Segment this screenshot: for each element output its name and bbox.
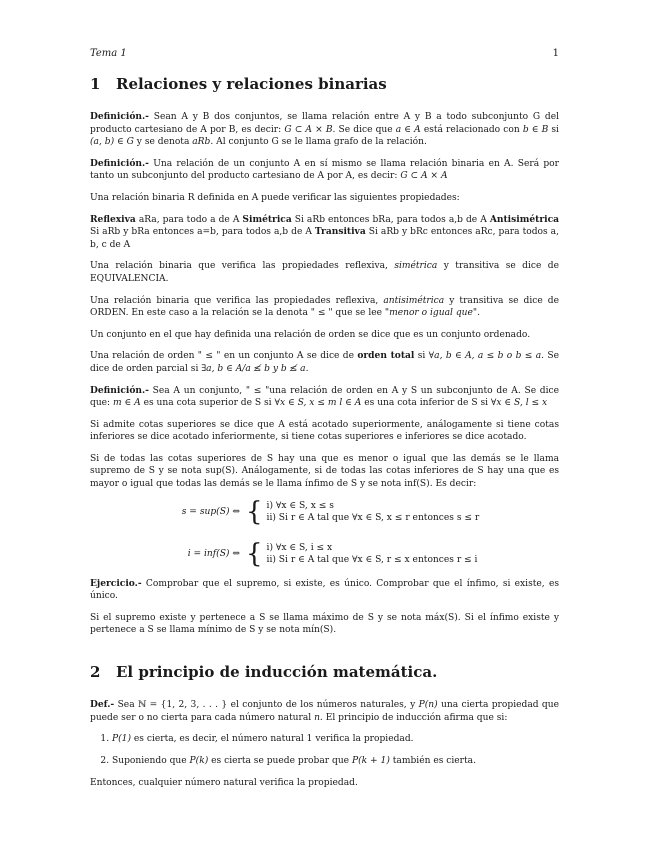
brace-icon: { xyxy=(246,496,263,527)
exercise-label: Ejercicio.- xyxy=(90,577,142,589)
text: . Al conjunto G se le llama grafo de la relación. xyxy=(210,137,427,148)
math: P(k) xyxy=(189,755,209,766)
total-order-paragraph xyxy=(90,350,559,375)
page-number: 1 xyxy=(552,48,559,59)
emphasis: antisimétrica xyxy=(383,295,445,306)
property-label: Reflexiva xyxy=(90,213,136,225)
property-label: Transitiva xyxy=(314,226,366,238)
text: Si aRb entonces bRa, para todos a,b de A xyxy=(291,214,490,225)
text: una cierta propiedad que puede ser o no cierta para cada número natural xyxy=(90,700,559,723)
induction-conclusion: Entonces, cualquier número natural verifica la propiedad. xyxy=(90,778,358,789)
text: Una relación binaria que verifica las propiedades reflexiva, xyxy=(90,295,384,306)
order-paragraph xyxy=(90,295,559,320)
case-line: i) ∀x ∈ S, i ≤ x xyxy=(266,542,333,553)
text: . xyxy=(305,363,309,374)
section-number: 1 xyxy=(90,75,101,93)
equivalence-paragraph xyxy=(90,260,559,285)
list-item xyxy=(112,755,559,768)
section-2-heading xyxy=(90,663,559,681)
math: aRb xyxy=(192,137,211,148)
definition-relation xyxy=(90,111,559,149)
induction-definition xyxy=(90,699,559,724)
text: y transitiva se dice de ORDEN. En este caso a la relación se la denota " ≤ " que se lee " xyxy=(90,295,559,319)
math: m ∈ A xyxy=(113,398,141,409)
case-line: ii) Si r ∈ A tal que ∀x ∈ S, x ≤ r entonces s ≤ r xyxy=(266,512,480,523)
text: . El principio de inducción afirma que si: xyxy=(319,712,508,723)
running-header xyxy=(90,48,559,59)
definition-label: Definición.- xyxy=(90,111,149,122)
formula-cases xyxy=(267,500,480,524)
supremum-formula xyxy=(170,496,559,527)
text: Sea A un conjunto, " ≤ "una relación de orden en A y S un subconjunto de A. Se dice que: xyxy=(90,385,559,409)
emphasis: simétrica xyxy=(394,261,438,272)
text: Una relación binaria que verifica las propiedades reflexiva, xyxy=(90,261,395,272)
text: si xyxy=(548,124,559,135)
max-min-paragraph: Si el supremo existe y pertenece a S se llama máximo de S y se nota máx(S). Si el ínfimo existe y pertenece a S se llama mínimo de S y se nota mín(S). xyxy=(90,612,559,636)
section-title: Relaciones y relaciones binarias xyxy=(116,75,387,93)
properties-intro: Una relación binaria R definida en A puede verificar las siguientes propiedades: xyxy=(90,192,460,203)
definition-label: Definición.- xyxy=(90,157,149,169)
text: Si aRb y bRa entonces a=b, para todos a,b de A xyxy=(90,227,315,238)
text: ". xyxy=(472,308,480,319)
definition-label: Def.- xyxy=(90,699,115,711)
text: Sea ℕ = {1, 2, 3, . . . } el conjunto de los números naturales, y xyxy=(114,700,419,711)
text: es una cota inferior de S si xyxy=(361,398,491,409)
math: ∃a, b ∈ A/a ≰ b y b ≰ a xyxy=(201,363,306,374)
text: Si aRb y bRc entonces aRc, para todos a, b, c de A xyxy=(90,227,559,250)
text: aRa, para todo a de A xyxy=(135,214,243,225)
exercise-paragraph xyxy=(90,578,559,603)
math: ∀x ∈ S, x ≤ m xyxy=(274,398,337,409)
formula-lhs: i = inf(S) ⇔ xyxy=(187,548,240,559)
math: l ∈ A xyxy=(339,398,362,409)
definition-bounds xyxy=(90,385,559,410)
math: G ⊂ A × A xyxy=(400,171,448,182)
header-chapter: Tema 1 xyxy=(90,48,127,59)
math: (a, b) ∈ G xyxy=(90,137,134,148)
definition-binary-relation xyxy=(90,158,559,183)
text: si xyxy=(414,351,429,362)
infimum-formula xyxy=(170,538,559,569)
supremum-paragraph: Si de todas las cotas superiores de S hay una que es menor o igual que las demás se le llama supremo de S y se nota sup(S). Análogamente, si de todas las cotas inferiores de S hay una que es mayor o igual que todas las demás se le llama ínfimo de S y se nota inf(S). Es decir: xyxy=(90,453,559,490)
text: Suponiendo que xyxy=(112,755,190,766)
math: P(1) xyxy=(112,734,132,745)
ordered-set-paragraph: Un conjunto en el que hay definida una relación de orden se dice que es un conjunto ordenado. xyxy=(90,329,531,340)
math: n xyxy=(314,712,320,723)
text: también es cierta. xyxy=(389,755,476,766)
section-number: 2 xyxy=(90,663,101,682)
case-line: ii) Si r ∈ A tal que ∀x ∈ S, r ≤ x entonces r ≤ i xyxy=(266,554,478,565)
property-label: Simétrica xyxy=(242,213,292,225)
formula-cases xyxy=(267,542,478,566)
math: b ∈ B xyxy=(522,124,549,135)
text: Sean A y B dos conjuntos, se llama relación entre A y B a todo subconjunto G del producto cartesiano de A por B, es decir: xyxy=(90,112,559,135)
text: Una relación de un conjunto A en sí mismo se llama relación binaria en A. Será por tanto un subconjunto del producto cartesiano de A por A, es decir: xyxy=(90,158,559,182)
math: G ⊂ A × B xyxy=(284,124,333,135)
text: y se denota xyxy=(133,137,193,148)
text: Una relación de orden " ≤ " en un conjunto A se dice de xyxy=(90,351,358,362)
case-line: i) ∀x ∈ S, x ≤ s xyxy=(266,500,334,511)
emphasis: menor o igual que xyxy=(389,308,473,319)
math: P(n) xyxy=(418,700,438,711)
math: ∀x ∈ S, l ≤ x xyxy=(490,398,548,409)
section-1-heading xyxy=(90,75,559,93)
text: es una cota superior de S si xyxy=(140,398,275,409)
text: . Se dice de orden parcial si xyxy=(90,351,560,374)
math: ∀a, b ∈ A, a ≤ b o b ≤ a xyxy=(428,351,542,362)
text: y transitiva se dice de EQUIVALENCIA. xyxy=(90,261,559,284)
text: Comprobar que el supremo, si existe, es único. Comprobar que el ínfimo, si existe, es único. xyxy=(90,578,559,602)
bold-term: orden total xyxy=(357,350,415,362)
property-label: Antisimétrica xyxy=(489,213,559,225)
text: es cierta, es decir, el número natural 1 verifica la propiedad. xyxy=(131,734,414,745)
section-title: El principio de inducción matemática. xyxy=(116,663,438,682)
brace-icon: { xyxy=(246,538,263,569)
list-item xyxy=(112,733,559,746)
math: P(k + 1) xyxy=(351,755,390,766)
text: es cierta se puede probar que xyxy=(208,755,352,766)
properties-list xyxy=(90,214,559,252)
formula-lhs: s = sup(S) ⇔ xyxy=(181,506,240,517)
math: a ∈ A xyxy=(395,124,421,135)
text: está relacionado con xyxy=(420,124,523,135)
definition-label: Definición.- xyxy=(90,384,149,396)
bounded-paragraph: Si admite cotas superiores se dice que A está acotado superiormente, análogamente si tiene cotas inferiores se dice acotado inferiormente, si tiene cotas superiores e inferiores se dice acotado. xyxy=(90,419,559,443)
induction-steps xyxy=(90,733,559,767)
text: . Se dice que xyxy=(332,124,396,135)
